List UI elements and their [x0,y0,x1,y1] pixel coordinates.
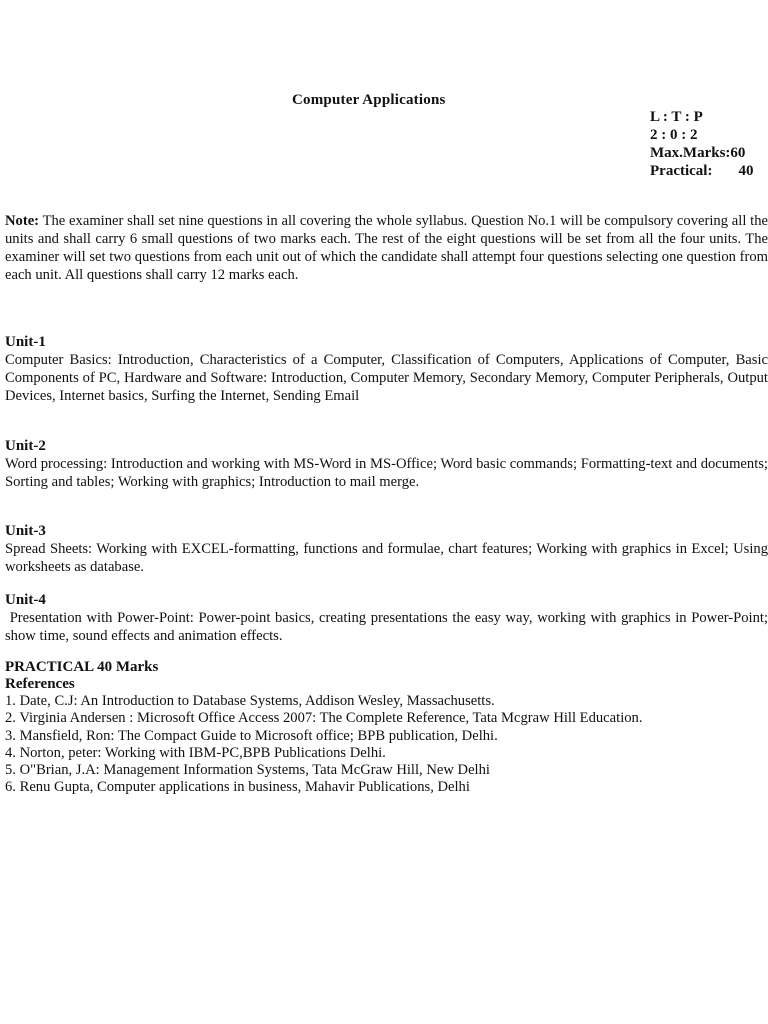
max-marks: Max.Marks:60 [650,145,746,161]
practical-section [5,659,768,797]
ltp-label: L : T : P [650,109,703,125]
practical-heading: PRACTICAL 40 Marks [5,659,159,675]
ltp-values: 2 : 0 : 2 [650,127,698,143]
reference-item: 3. Mansfield, Ron: The Compact Guide to Microsoft office; BPB publication, Delhi. [5,727,498,744]
practical-label: Practical: [650,163,713,179]
exam-note [5,212,768,284]
unit-1-heading: Unit-1 [5,334,46,350]
note-text: The examiner shall set nine questions in all covering the whole syllabus. Question No.1 will be compulsory covering all the units and shall carry 6 small questions of two marks each. The rest of the eight questions will be set from all the four units. The examiner will set two questions from each unit out of which the candidate shall attempt four questions selecting one question from each unit. All questions shall carry 12 marks each. [5,213,768,283]
reference-item: 6. Renu Gupta, Computer applications in business, Mahavir Publications, Delhi [5,779,470,796]
unit-4-section [5,591,768,645]
unit-3-heading: Unit-3 [5,523,46,539]
practical-value: 40 [738,163,754,179]
references-heading: References [5,676,75,692]
unit-4-text: Presentation with Power-Point: Power-point basics, creating presentations the easy way, working with graphics in Power-Point; show time, sound effects and animation effects. [5,610,768,644]
reference-item: 5. O"Brian, J.A: Management Information Systems, Tata McGraw Hill, New Delhi [5,762,490,779]
page-title: Computer Applications [292,92,446,108]
unit-2-text: Word processing: Introduction and working with MS-Word in MS-Office; Word basic commands; Formatting-text and documents; Sorting and tables; Working with graphics; Introduction to mail merge. [5,456,768,490]
note-label: Note: [5,213,40,229]
unit-4-heading: Unit-4 [5,592,46,608]
reference-item: 2. Virginia Andersen : Microsoft Office Access 2007: The Complete Reference, Tata Mcgraw Hill Education. [5,710,643,727]
unit-1-text: Computer Basics: Introduction, Characteristics of a Computer, Classification of Computers, Applications of Computer, Basic Components of PC, Hardware and Software: Introduction, Computer Memory, Secondary Memory, Computer Peripherals, Output Devices, Internet basics, Surfing the Internet, Sending Email [5,352,768,404]
reference-item: 4. Norton, peter: Working with IBM-PC,BPB Publications Delhi. [5,744,386,761]
unit-2-heading: Unit-2 [5,438,46,454]
practical-marks [650,162,768,180]
reference-item: 1. Date, C.J: An Introduction to Database Systems, Addison Wesley, Massachusetts. [5,693,495,709]
unit-3-section [5,522,768,576]
unit-3-text: Spread Sheets: Working with EXCEL-formatting, functions and formulae, chart features; Working with graphics in Excel; Using worksheets as database. [5,541,768,575]
unit-2-section [5,437,768,491]
marks-box [650,108,768,180]
unit-1-section [5,333,768,405]
references-list [5,693,768,797]
